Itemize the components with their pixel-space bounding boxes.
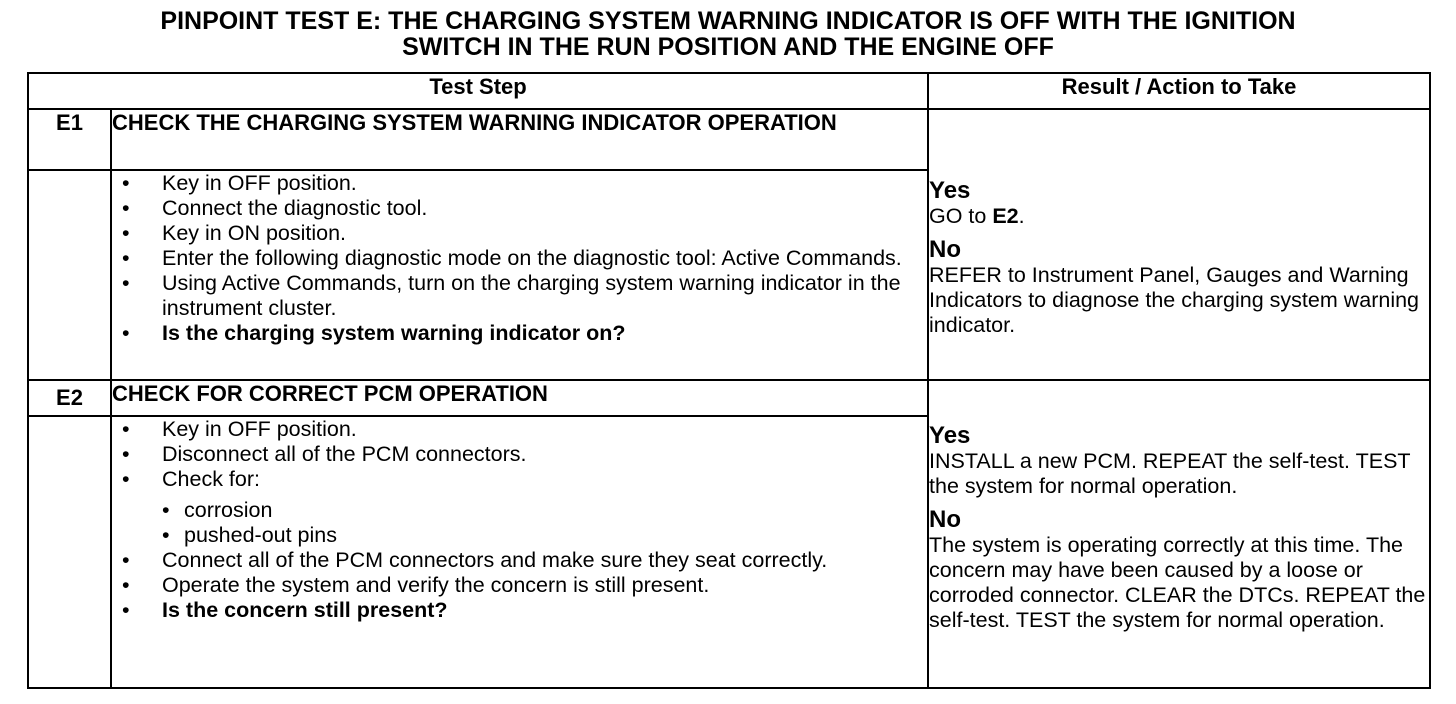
step-e2-title-row — [28, 380, 1430, 416]
no-label: No — [929, 236, 962, 263]
page-title — [0, 8, 1456, 60]
no-action: REFER to Instrument Panel, Gauges and Warning Indicators to diagnose the charging system warning indicator. — [929, 263, 1420, 337]
step-e2-instructions — [111, 416, 928, 688]
yes-action: INSTALL a new PCM. REPEAT the self-test. TEST the system for normal operation. — [929, 449, 1411, 498]
header-test-step: Test Step — [28, 73, 928, 109]
step-title: CHECK THE CHARGING SYSTEM WARNING INDICATOR OPERATION — [111, 109, 928, 170]
yes-label: Yes — [929, 422, 971, 449]
list-item: • Disconnect all of the PCM connectors. — [122, 442, 527, 466]
yes-label: Yes — [929, 177, 971, 204]
step-e1-title-row — [28, 109, 1430, 170]
list-item: • Using Active Commands, turn on the charging system warning indicator in the instrument cluster. — [122, 271, 901, 320]
title-line-1: PINPOINT TEST E: THE CHARGING SYSTEM WARNING INDICATOR IS OFF WITH THE IGNITION — [160, 7, 1296, 35]
step-e2-result — [928, 380, 1430, 688]
step-id: E2 — [28, 380, 111, 416]
list-item: • Key in OFF position. — [122, 171, 357, 195]
pinpoint-test-table — [27, 72, 1431, 689]
yes-action: GO to E2. — [929, 204, 1025, 228]
list-item: • Enter the following diagnostic mode on the diagnostic tool: Active Commands. — [122, 246, 902, 270]
table-header-row — [28, 73, 1430, 109]
list-item: • Key in OFF position. — [122, 417, 357, 441]
list-item: • Key in ON position. — [122, 221, 347, 245]
list-item: • Is the charging system warning indicator on? — [122, 321, 626, 345]
sub-list-item: • corrosion — [162, 498, 273, 522]
step-e1-result — [928, 109, 1430, 380]
list-item: • Operate the system and verify the concern is still present. — [122, 573, 710, 597]
list-item: • Is the concern still present? — [122, 598, 448, 622]
no-action: The system is operating correctly at this time. The concern may have been caused by a loose or corroded connector. CLEAR the DTCs. REPEAT the self-test. TEST the system for normal operation. — [929, 533, 1426, 632]
list-item: • Connect the diagnostic tool. — [122, 196, 428, 220]
step-title: CHECK FOR CORRECT PCM OPERATION — [111, 380, 928, 416]
no-label: No — [929, 506, 962, 533]
title-line-2: SWITCH IN THE RUN POSITION AND THE ENGINE OFF — [402, 33, 1054, 61]
list-item: • Connect all of the PCM connectors and make sure they seat correctly. — [122, 548, 828, 572]
step-ref-e2: E2 — [992, 204, 1019, 228]
sub-list-item: • pushed-out pins — [162, 523, 337, 547]
step-id-spacer — [28, 170, 111, 380]
step-id: E1 — [28, 109, 111, 170]
header-result: Result / Action to Take — [928, 73, 1430, 109]
step-e1-instructions — [111, 170, 928, 380]
list-item: • Check for: • corrosion • pushed-out pins — [112, 467, 927, 548]
step-id-spacer — [28, 416, 111, 688]
